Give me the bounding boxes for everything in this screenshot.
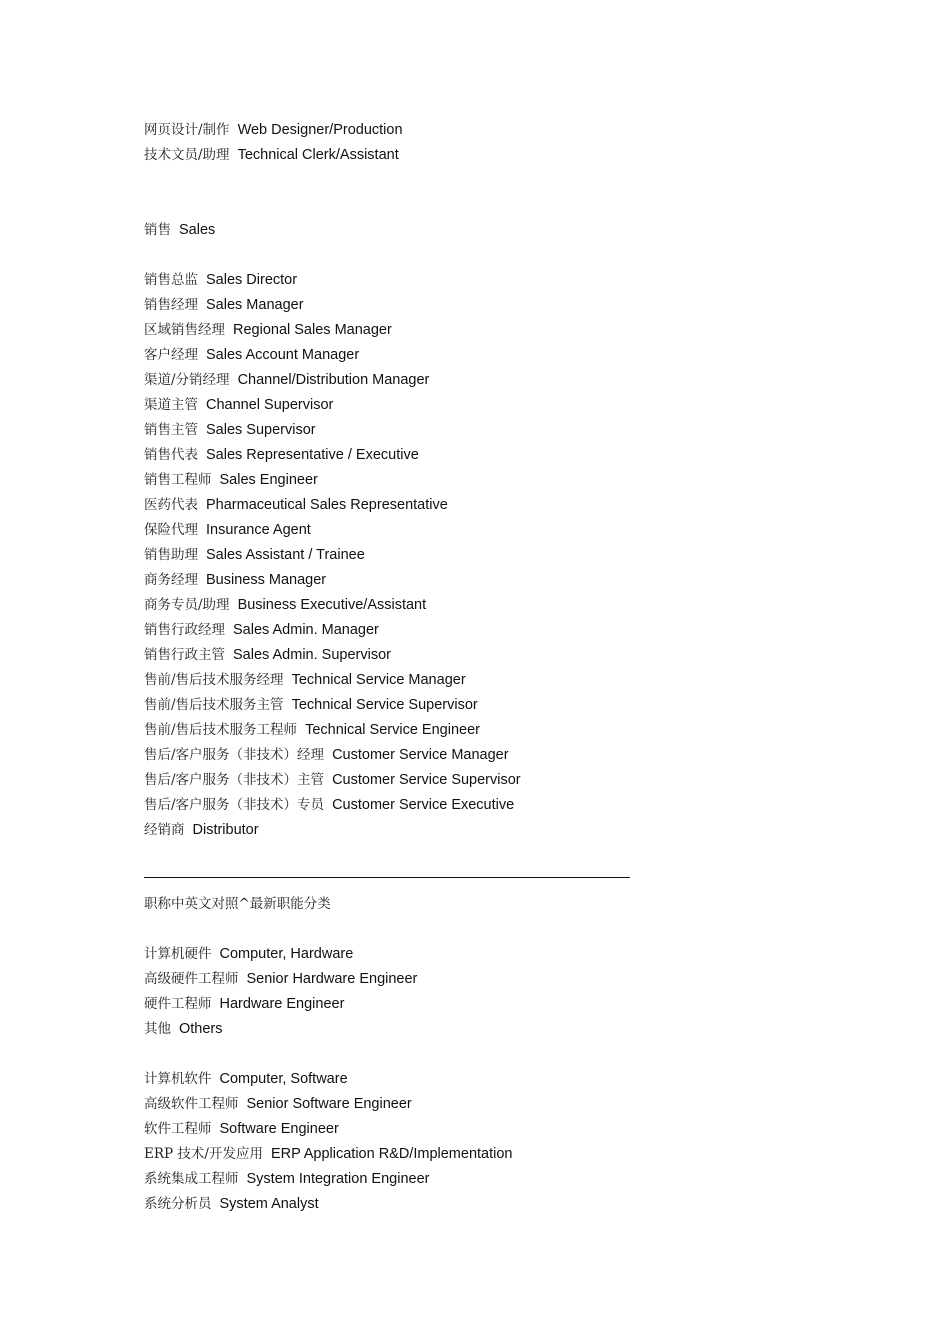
entry-zh: 技术文员/助理 — [144, 147, 230, 163]
entry-line — [144, 721, 480, 739]
section-heading-sales — [144, 221, 215, 239]
entry-line — [144, 1145, 512, 1163]
entry-zh: 区域销售经理 — [144, 322, 225, 338]
entry-zh: 销售助理 — [144, 547, 198, 563]
section-heading-hardware — [144, 945, 353, 963]
entry-line — [144, 471, 318, 489]
entry-zh: 系统集成工程师 — [144, 1171, 239, 1187]
entry-line — [144, 970, 417, 988]
entry-zh: 商务专员/助理 — [144, 597, 230, 613]
entry-en: Sales Supervisor — [206, 422, 316, 438]
entry-en: Technical Service Supervisor — [291, 697, 478, 713]
entry-zh: 客户经理 — [144, 347, 198, 363]
entry-zh: 售前/售后技术服务主管 — [144, 697, 284, 713]
entry-zh: 计算机硬件 — [144, 946, 212, 962]
entry-line — [144, 596, 426, 614]
entry-line — [144, 1195, 319, 1213]
entry-zh: 渠道主管 — [144, 397, 198, 413]
entry-en: Technical Service Manager — [291, 672, 466, 688]
entry-en: Sales Engineer — [219, 472, 318, 488]
section-heading-software — [144, 1070, 348, 1088]
entry-line — [144, 995, 344, 1013]
entry-zh: 销售主管 — [144, 422, 198, 438]
entry-line — [144, 1020, 223, 1038]
entry-zh: 销售行政经理 — [144, 622, 225, 638]
entry-line — [144, 396, 333, 414]
entry-zh: 销售 — [144, 222, 171, 238]
entry-line — [144, 1170, 429, 1188]
entry-en: System Integration Engineer — [246, 1171, 430, 1187]
entry-line — [144, 671, 466, 689]
entry-en: Technical Service Engineer — [305, 722, 480, 738]
entry-en: Distributor — [192, 822, 259, 838]
entry-en: Computer, Software — [219, 1071, 348, 1087]
entry-en: Web Designer/Production — [237, 122, 403, 138]
entry-zh: 高级硬件工程师 — [144, 971, 239, 987]
entry-zh: 售前/售后技术服务经理 — [144, 672, 284, 688]
entry-en: Regional Sales Manager — [233, 322, 392, 338]
entry-en: Senior Software Engineer — [246, 1096, 412, 1112]
document-title — [144, 895, 331, 913]
entry-zh: 软件工程师 — [144, 1121, 212, 1137]
entry-en: Senior Hardware Engineer — [246, 971, 418, 987]
entry-en: System Analyst — [219, 1196, 319, 1212]
entry-zh: 销售经理 — [144, 297, 198, 313]
entry-zh: 售后/客户服务（非技术）主管 — [144, 772, 325, 788]
entry-line — [144, 421, 316, 439]
entry-line — [144, 646, 391, 664]
entry-zh: 渠道/分销经理 — [144, 372, 230, 388]
entry-zh: 计算机软件 — [144, 1071, 212, 1087]
entry-zh: ERP 技术/开发应用 — [144, 1146, 263, 1162]
entry-en: Hardware Engineer — [219, 996, 345, 1012]
entry-zh: 医药代表 — [144, 497, 198, 513]
entry-zh: 销售行政主管 — [144, 647, 225, 663]
entry-line — [144, 796, 514, 814]
entry-zh: 销售工程师 — [144, 472, 212, 488]
entry-en: Customer Service Manager — [332, 747, 509, 763]
entry-zh: 其他 — [144, 1021, 171, 1037]
entry-zh: 售前/售后技术服务工程师 — [144, 722, 298, 738]
entry-zh: 硬件工程师 — [144, 996, 212, 1012]
entry-line — [144, 746, 509, 764]
entry-en: Customer Service Supervisor — [332, 772, 521, 788]
entry-line — [144, 321, 392, 339]
entry-line — [144, 821, 259, 839]
entry-zh: 保险代理 — [144, 522, 198, 538]
entry-line — [144, 271, 297, 289]
entry-en: Technical Clerk/Assistant — [237, 147, 399, 163]
entry-en: Sales Representative / Executive — [206, 447, 419, 463]
entry-zh: 网页设计/制作 — [144, 122, 230, 138]
entry-line — [144, 1095, 412, 1113]
entry-line — [144, 346, 359, 364]
entry-zh: 售后/客户服务（非技术）专员 — [144, 797, 325, 813]
entry-zh: 销售总监 — [144, 272, 198, 288]
horizontal-rule — [144, 877, 630, 878]
entry-line — [144, 571, 326, 589]
entry-line — [144, 121, 403, 139]
entry-line — [144, 546, 365, 564]
entry-en: ERP Application R&D/Implementation — [270, 1146, 513, 1162]
entry-zh: 高级软件工程师 — [144, 1096, 239, 1112]
entry-line — [144, 496, 448, 514]
entry-en: Sales — [179, 222, 216, 238]
entry-zh: 销售代表 — [144, 447, 198, 463]
entry-en: Sales Admin. Manager — [233, 622, 379, 638]
entry-en: Customer Service Executive — [332, 797, 515, 813]
entry-en: Business Manager — [206, 572, 327, 588]
entry-en: Pharmaceutical Sales Representative — [206, 497, 448, 513]
entry-zh: 系统分析员 — [144, 1196, 212, 1212]
entry-en: Computer, Hardware — [219, 946, 354, 962]
entry-en: Channel/Distribution Manager — [237, 372, 430, 388]
entry-en: Sales Account Manager — [206, 347, 360, 363]
entry-line — [144, 521, 311, 539]
entry-zh: 职称中英文对照^最新职能分类 — [144, 896, 331, 912]
entry-zh: 经销商 — [144, 822, 185, 838]
entry-zh: 售后/客户服务（非技术）经理 — [144, 747, 325, 763]
entry-line — [144, 771, 521, 789]
entry-en: Software Engineer — [219, 1121, 339, 1137]
entry-line — [144, 621, 379, 639]
entry-en: Sales Assistant / Trainee — [206, 547, 365, 563]
entry-line — [144, 146, 399, 164]
entry-line — [144, 371, 429, 389]
entry-line — [144, 446, 419, 464]
entry-en: Business Executive/Assistant — [237, 597, 427, 613]
entry-line — [144, 296, 304, 314]
entry-line — [144, 1120, 339, 1138]
entry-line — [144, 696, 478, 714]
entry-en: Sales Admin. Supervisor — [233, 647, 391, 663]
entry-zh: 商务经理 — [144, 572, 198, 588]
entry-en: Sales Manager — [206, 297, 304, 313]
entry-en: Sales Director — [206, 272, 298, 288]
entry-en: Channel Supervisor — [206, 397, 334, 413]
entry-en: Insurance Agent — [206, 522, 311, 538]
entry-en: Others — [179, 1021, 223, 1037]
